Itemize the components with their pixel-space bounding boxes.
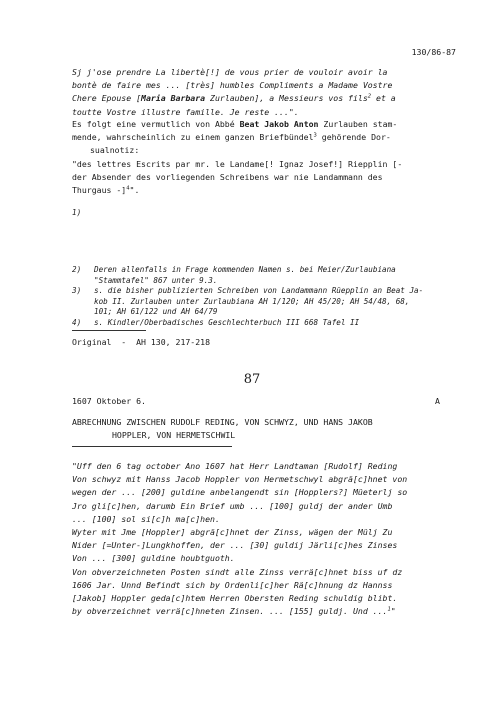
commentary-line: der Absender des vorliegenden Schreibens war nie Landammann des — [72, 171, 383, 182]
letter-line: Chere Epouse [Maria Barbara Zurlauben], a Messieurs vos fils$^2$ et a — [72, 93, 396, 104]
page-reference: 130/86-87 — [411, 47, 456, 57]
body-line: Von obverzeichneten Posten sindt alle Zinss verrä[c]hnet biss uf dz — [72, 566, 403, 577]
body-line: [Jakob] Hoppler geda[c]htem Herren Obersten Reding schuldig blibt. — [72, 593, 398, 604]
title-line: ABRECHNUNG ZWISCHEN RUDOLF REDING, VON SCHWYZ, UND HANS JAKOB — [72, 417, 373, 427]
letter-excerpt — [72, 66, 452, 119]
document-letter: A — [435, 396, 440, 406]
document-date: 1607 Oktober 6. — [72, 396, 146, 406]
title-line: HOPPLER, VON HERMETSCHWIL — [112, 430, 236, 441]
footnote: 2) Deren allenfalls in Frage kommenden Namen s. bei Meier/Zurlaubiana "Stammtafel" 867 unter 9.3. — [72, 265, 396, 285]
title-separator — [72, 446, 232, 447]
document-title — [72, 416, 452, 442]
body-line: by obverzeichnet verrä[c]hneten Zinsen. ... [155] guldj. Und ...$^1$" — [72, 606, 396, 617]
footnotes — [72, 265, 462, 329]
letter-line: toutte Vostre illustre famille. Je reste ...". — [72, 106, 299, 117]
footnote-marker: 1) — [72, 208, 82, 217]
body-line: Jro gli[c]hen, darumb Ein Brief umb ... [100] guldj der ander Umb — [72, 500, 393, 511]
commentary-line: Thurgaus -]$^4$". — [72, 185, 140, 196]
document-number: 87 — [243, 372, 261, 387]
source-reference: Original - AH 130, 217-218 — [72, 337, 211, 347]
commentary-line: "des lettres Escrits par mr. le Landame[! Ignaz Josef!] Riepplin [- — [72, 158, 403, 169]
name-beat-jakob-anton: Beat Jakob Anton — [239, 119, 319, 129]
document-body — [72, 460, 462, 618]
body-line: 1606 Jar. Unnd Befindt sich by Ordenli[c]her Rä[c]hnung dz Hannss — [72, 579, 393, 590]
body-line: Nider [=Unter-]Lungkhoffen, der ... [30] guldij Järli[c]hes Zinses — [72, 540, 398, 551]
commentary — [72, 118, 452, 197]
footnote: 3) s. die bisher publizierten Schreiben von Landammann Rüepplin an Beat Ja- kob II. Zurlauben unter Zurlaubiana AH 1/120; AH 45/20; AH 54/48, 68, 101; AH 61/122 und AH 64/79 — [72, 286, 424, 317]
letter-line: Sj j'ose prendre La libertè[!] de vous prier de vouloir avoir la — [72, 67, 388, 77]
body-line: ... [100] sol si[c]h ma[c]hen. — [72, 513, 220, 524]
name-maria-barbara: Maria Barbara — [141, 93, 206, 104]
body-line: Von schwyz mit Hanss Jacob Hoppler von Hermetschwyl abgrä[c]hnet von — [72, 474, 408, 485]
separator-line — [72, 330, 146, 331]
footnote: 4) s. Kindler/Oberbadisches Geschlechterbuch III 668 Tafel II — [72, 317, 360, 327]
commentary-line: mende, wahrscheinlich zu einem ganzen Briefbündel$^3$ gehörende Dor- — [72, 132, 391, 143]
commentary-line: Es folgt eine vermutlich von Abbé Beat Jakob Anton Zurlauben stam- — [72, 119, 398, 129]
body-line: wegen der ... [200] guldine anbelangendt sin [Hopplers?] Müeterlj so — [72, 487, 408, 498]
letter-line: bontè de faire mes ... [très] humbles Compliments a Madame Vostre — [72, 80, 393, 91]
body-line: Wyter mit Jme [Hoppler] abgrä[c]hnet der Zinss, wägen der Mülj Zu — [72, 527, 393, 538]
body-line: Von ... [300] guldine houbtguoth. — [72, 553, 235, 564]
body-line: "Uff den 6 tag october Ano 1607 hat Herr Landtaman [Rudolf] Reding — [72, 461, 398, 471]
commentary-line: sualnotiz: — [90, 145, 140, 156]
